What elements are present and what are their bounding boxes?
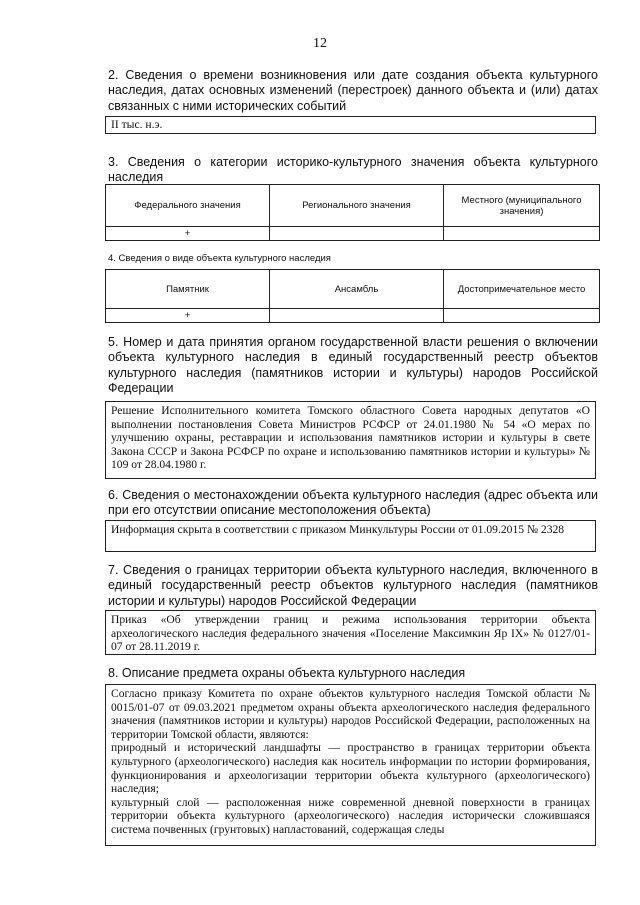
section-5-value: Решение Исполнительного комитета Томского областного Совета народных депутатов «О выполнении постановления Совета Министров РСФСР от 24.01.1980 № 54 «О мерах по улучшению охраны, реставрации и использования памятников истории и культуры в свете Закона СССР и Закона РСФСР по охране и использованию памятников истории и культуры» № 109 от 28.04.1980 г. — [105, 401, 596, 479]
section-3-heading: 3. Сведения о категории историко-культурного значения объекта культурного наследия — [108, 155, 598, 185]
page-number: 12 — [313, 36, 327, 51]
section-2-value: II тыс. н.э. — [105, 116, 596, 134]
section-6-heading: 6. Сведения о местонахождении объекта культурного наследия (адрес объекта или при его отсутствии описание местоположения объекта) — [108, 488, 598, 518]
table-row — [106, 227, 600, 241]
table-row — [106, 309, 600, 323]
table-header-cell: Регионального значения — [270, 185, 444, 227]
section-2-heading: 2. Сведения о времени возникновения или дате создания объекта культурного наследия, датах основных изменений (перестроек) данного объекта и (или) датах связанных с ними исторических событий — [108, 68, 598, 113]
table-cell — [444, 227, 600, 241]
table-header-cell: Памятник — [106, 270, 270, 309]
table-cell: + — [106, 309, 270, 323]
section-6-value: Информация скрыта в соответствии с приказом Минкультуры России от 01.09.2015 № 2328 — [105, 520, 596, 552]
section-4-heading: 4. Сведения о виде объекта культурного наследия — [108, 253, 331, 264]
category-table — [105, 184, 600, 241]
section-7-value: Приказ «Об утверждении границ и режима использования территории объекта археологического наследия федерального значения «Поселение Максимкин Яр IX» № 0127/01-07 от 28.11.2019 г. — [105, 610, 596, 655]
table-header-row — [106, 185, 600, 227]
section-7-heading: 7. Сведения о границах территории объекта культурного наследия, включенного в единый государственный реестр объектов культурного наследия (памятников истории и культуры) народов Российской Федерации — [108, 563, 598, 608]
table-header-cell: Ансамбль — [270, 270, 444, 309]
table-cell — [270, 227, 444, 241]
table-cell — [444, 309, 600, 323]
section-8-value — [105, 684, 596, 846]
table-cell: + — [106, 227, 270, 241]
section-8-paragraph: Согласно приказу Комитета по охране объектов культурного наследия Томской области № 0015/01-07 от 09.03.2021 предметом охраны объекта археологического наследия федерального значения (памятников истории и культуры) народов Российской Федерации, расположенных на территории Томской области, являются: — [111, 687, 590, 741]
table-header-cell: Достопримечательное место — [444, 270, 600, 309]
table-header-cell: Федерального значения — [106, 185, 270, 227]
table-header-row — [106, 270, 600, 309]
section-8-paragraph: природный и исторический ландшафты — пространство в границах территории объекта культурного (археологического) наследия как носитель информации по истории формирования, функционирования и археологизации территории объекта культурного (археологического) наследия; — [111, 741, 590, 796]
section-8-paragraph: культурный слой — расположенная ниже современной дневной поверхности в границах территории объекта культурного (археологического) наследия исторически сложившаяся система почвенных (грунтовых) напластований, содержащая следы — [111, 795, 590, 836]
type-table — [105, 269, 600, 323]
table-cell — [270, 309, 444, 323]
table-header-cell: Местного (муниципального значения) — [444, 185, 600, 227]
section-8-heading: 8. Описание предмета охраны объекта культурного наследия — [108, 666, 466, 680]
section-5-heading: 5. Номер и дата принятия органом государственной власти решения о включении объекта культурного наследия в единый государственный реестр объектов культурного наследия (памятников истории и культуры) народов Российской Федерации — [108, 335, 598, 395]
